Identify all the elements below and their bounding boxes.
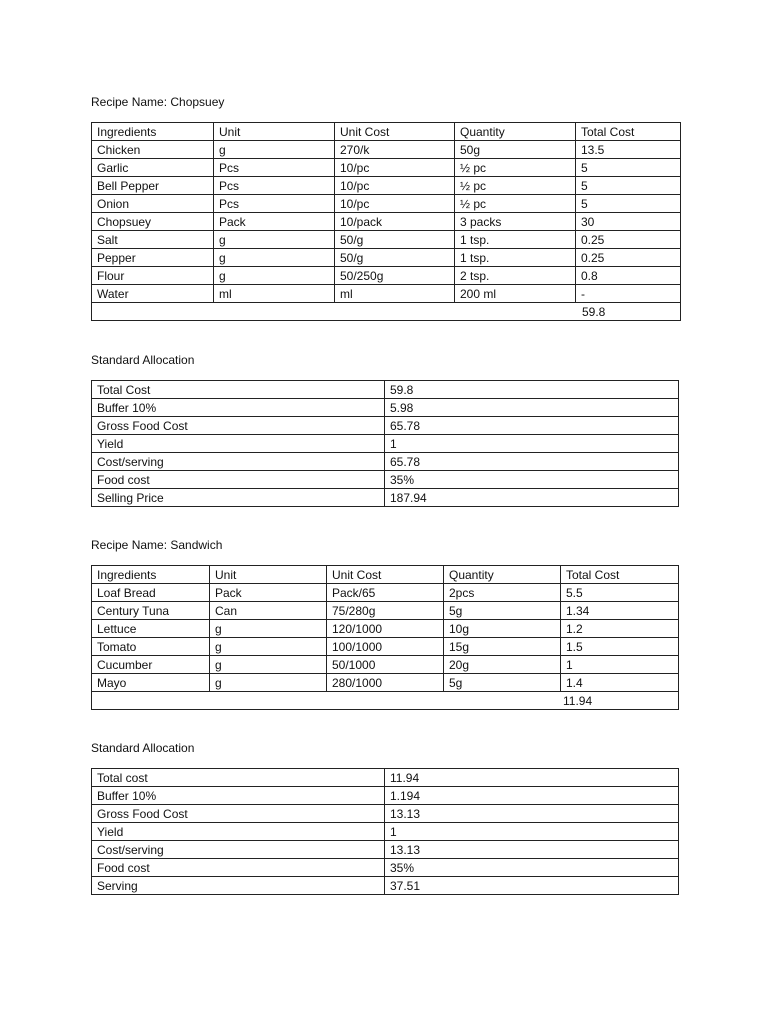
allocation-value: 65.78 (385, 417, 679, 435)
table-cell: 5 (576, 177, 681, 195)
table-cell: Lettuce (92, 620, 210, 638)
standard-allocation-heading-chopsuey: Standard Allocation (91, 353, 195, 367)
column-header: Unit (210, 566, 327, 584)
sandwich-allocation-table (91, 768, 679, 895)
table-cell: 2pcs (444, 584, 561, 602)
allocation-label: Food cost (92, 471, 385, 489)
table-cell: 10/pc (335, 195, 455, 213)
allocation-label: Food cost (92, 859, 385, 877)
allocation-label: Serving (92, 877, 385, 895)
table-cell: ½ pc (455, 195, 576, 213)
allocation-value: 35% (385, 859, 679, 877)
allocation-label: Yield (92, 435, 385, 453)
table-cell: Cucumber (92, 656, 210, 674)
total-row (92, 692, 679, 710)
allocation-value: 13.13 (385, 841, 679, 859)
table-cell: 1.5 (561, 638, 679, 656)
table-row (92, 195, 681, 213)
table-cell: Garlic (92, 159, 214, 177)
table-row (92, 213, 681, 231)
table-cell: 20g (444, 656, 561, 674)
allocation-value: 1 (385, 435, 679, 453)
table-cell: 100/1000 (327, 638, 444, 656)
table-cell: Tomato (92, 638, 210, 656)
allocation-row (92, 877, 679, 895)
table-cell: Pack (210, 584, 327, 602)
table-header-row (92, 566, 679, 584)
table-cell: 5.5 (561, 584, 679, 602)
chopsuey-allocation-table (91, 380, 679, 507)
table-cell: 200 ml (455, 285, 576, 303)
table-cell: Century Tuna (92, 602, 210, 620)
table-row (92, 584, 679, 602)
table-cell: g (214, 249, 335, 267)
table-cell: Onion (92, 195, 214, 213)
allocation-label: Cost/serving (92, 841, 385, 859)
grand-total-cell: 11.94 (92, 692, 679, 710)
table-row (92, 159, 681, 177)
table-cell: 5 (576, 195, 681, 213)
table-cell: g (214, 267, 335, 285)
allocation-row (92, 417, 679, 435)
table-row (92, 267, 681, 285)
table-row (92, 285, 681, 303)
table-cell: Salt (92, 231, 214, 249)
column-header: Quantity (444, 566, 561, 584)
recipe-name-chopsuey: Recipe Name: Chopsuey (91, 95, 225, 109)
table-cell: 5g (444, 602, 561, 620)
table-cell: 1 tsp. (455, 231, 576, 249)
table-cell: 10/pc (335, 177, 455, 195)
table-cell: 10/pack (335, 213, 455, 231)
table-cell: 50g (455, 141, 576, 159)
table-cell: 0.25 (576, 231, 681, 249)
allocation-value: 5.98 (385, 399, 679, 417)
allocation-row (92, 399, 679, 417)
table-cell: Pcs (214, 177, 335, 195)
table-cell: 75/280g (327, 602, 444, 620)
table-cell: Pcs (214, 159, 335, 177)
allocation-label: Total Cost (92, 381, 385, 399)
allocation-row (92, 489, 679, 507)
table-cell: 120/1000 (327, 620, 444, 638)
table-cell: 50/g (335, 249, 455, 267)
table-cell: 1.2 (561, 620, 679, 638)
table-cell: g (210, 656, 327, 674)
table-cell: 50/250g (335, 267, 455, 285)
table-cell: 2 tsp. (455, 267, 576, 285)
table-row (92, 141, 681, 159)
table-cell: 1 tsp. (455, 249, 576, 267)
allocation-value: 59.8 (385, 381, 679, 399)
recipe-name-sandwich: Recipe Name: Sandwich (91, 538, 223, 552)
column-header: Unit Cost (335, 123, 455, 141)
table-cell: 50/1000 (327, 656, 444, 674)
table-cell: g (210, 620, 327, 638)
standard-allocation-heading-sandwich: Standard Allocation (91, 741, 195, 755)
table-cell: Bell Pepper (92, 177, 214, 195)
table-cell: 1.4 (561, 674, 679, 692)
table-cell: 13.5 (576, 141, 681, 159)
table-cell: 270/k (335, 141, 455, 159)
table-cell: g (210, 638, 327, 656)
table-cell: Water (92, 285, 214, 303)
allocation-row (92, 841, 679, 859)
column-header: Ingredients (92, 566, 210, 584)
table-cell: - (576, 285, 681, 303)
table-cell: 10/pc (335, 159, 455, 177)
table-cell: 50/g (335, 231, 455, 249)
column-header: Total Cost (576, 123, 681, 141)
table-cell: Mayo (92, 674, 210, 692)
allocation-value: 11.94 (385, 769, 679, 787)
table-cell: Pcs (214, 195, 335, 213)
table-cell: ml (335, 285, 455, 303)
table-row (92, 620, 679, 638)
allocation-row (92, 859, 679, 877)
allocation-label: Gross Food Cost (92, 417, 385, 435)
allocation-row (92, 381, 679, 399)
table-row (92, 602, 679, 620)
table-row (92, 674, 679, 692)
allocation-label: Selling Price (92, 489, 385, 507)
table-cell: Can (210, 602, 327, 620)
allocation-label: Cost/serving (92, 453, 385, 471)
allocation-label: Buffer 10% (92, 399, 385, 417)
allocation-label: Yield (92, 823, 385, 841)
table-cell: ½ pc (455, 159, 576, 177)
table-cell: 1 (561, 656, 679, 674)
total-row (92, 303, 681, 321)
table-cell: 15g (444, 638, 561, 656)
table-row (92, 656, 679, 674)
table-cell: 280/1000 (327, 674, 444, 692)
table-cell: 5 (576, 159, 681, 177)
table-header-row (92, 123, 681, 141)
allocation-label: Total cost (92, 769, 385, 787)
table-cell: Pack (214, 213, 335, 231)
column-header: Unit (214, 123, 335, 141)
allocation-row (92, 805, 679, 823)
column-header: Total Cost (561, 566, 679, 584)
allocation-value: 37.51 (385, 877, 679, 895)
allocation-label: Buffer 10% (92, 787, 385, 805)
allocation-value: 1.194 (385, 787, 679, 805)
allocation-value: 65.78 (385, 453, 679, 471)
table-cell: 5g (444, 674, 561, 692)
allocation-value: 13.13 (385, 805, 679, 823)
table-cell: ml (214, 285, 335, 303)
table-cell: g (214, 141, 335, 159)
table-cell: 10g (444, 620, 561, 638)
allocation-value: 187.94 (385, 489, 679, 507)
allocation-row (92, 823, 679, 841)
table-cell: g (214, 231, 335, 249)
table-row (92, 638, 679, 656)
table-cell: Chopsuey (92, 213, 214, 231)
table-cell: Pepper (92, 249, 214, 267)
allocation-row (92, 471, 679, 489)
table-cell: ½ pc (455, 177, 576, 195)
table-row (92, 177, 681, 195)
allocation-label: Gross Food Cost (92, 805, 385, 823)
column-header: Unit Cost (327, 566, 444, 584)
table-row (92, 231, 681, 249)
table-cell: 0.8 (576, 267, 681, 285)
table-cell: Chicken (92, 141, 214, 159)
grand-total-cell: 59.8 (92, 303, 681, 321)
column-header: Ingredients (92, 123, 214, 141)
column-header: Quantity (455, 123, 576, 141)
table-cell: 3 packs (455, 213, 576, 231)
table-cell: 30 (576, 213, 681, 231)
allocation-row (92, 787, 679, 805)
table-cell: g (210, 674, 327, 692)
allocation-value: 35% (385, 471, 679, 489)
allocation-row (92, 435, 679, 453)
table-cell: 1.34 (561, 602, 679, 620)
chopsuey-ingredient-table (91, 122, 681, 321)
table-cell: Flour (92, 267, 214, 285)
allocation-row (92, 769, 679, 787)
allocation-row (92, 453, 679, 471)
sandwich-ingredient-table (91, 565, 679, 710)
table-cell: 0.25 (576, 249, 681, 267)
allocation-value: 1 (385, 823, 679, 841)
table-row (92, 249, 681, 267)
table-cell: Loaf Bread (92, 584, 210, 602)
table-cell: Pack/65 (327, 584, 444, 602)
